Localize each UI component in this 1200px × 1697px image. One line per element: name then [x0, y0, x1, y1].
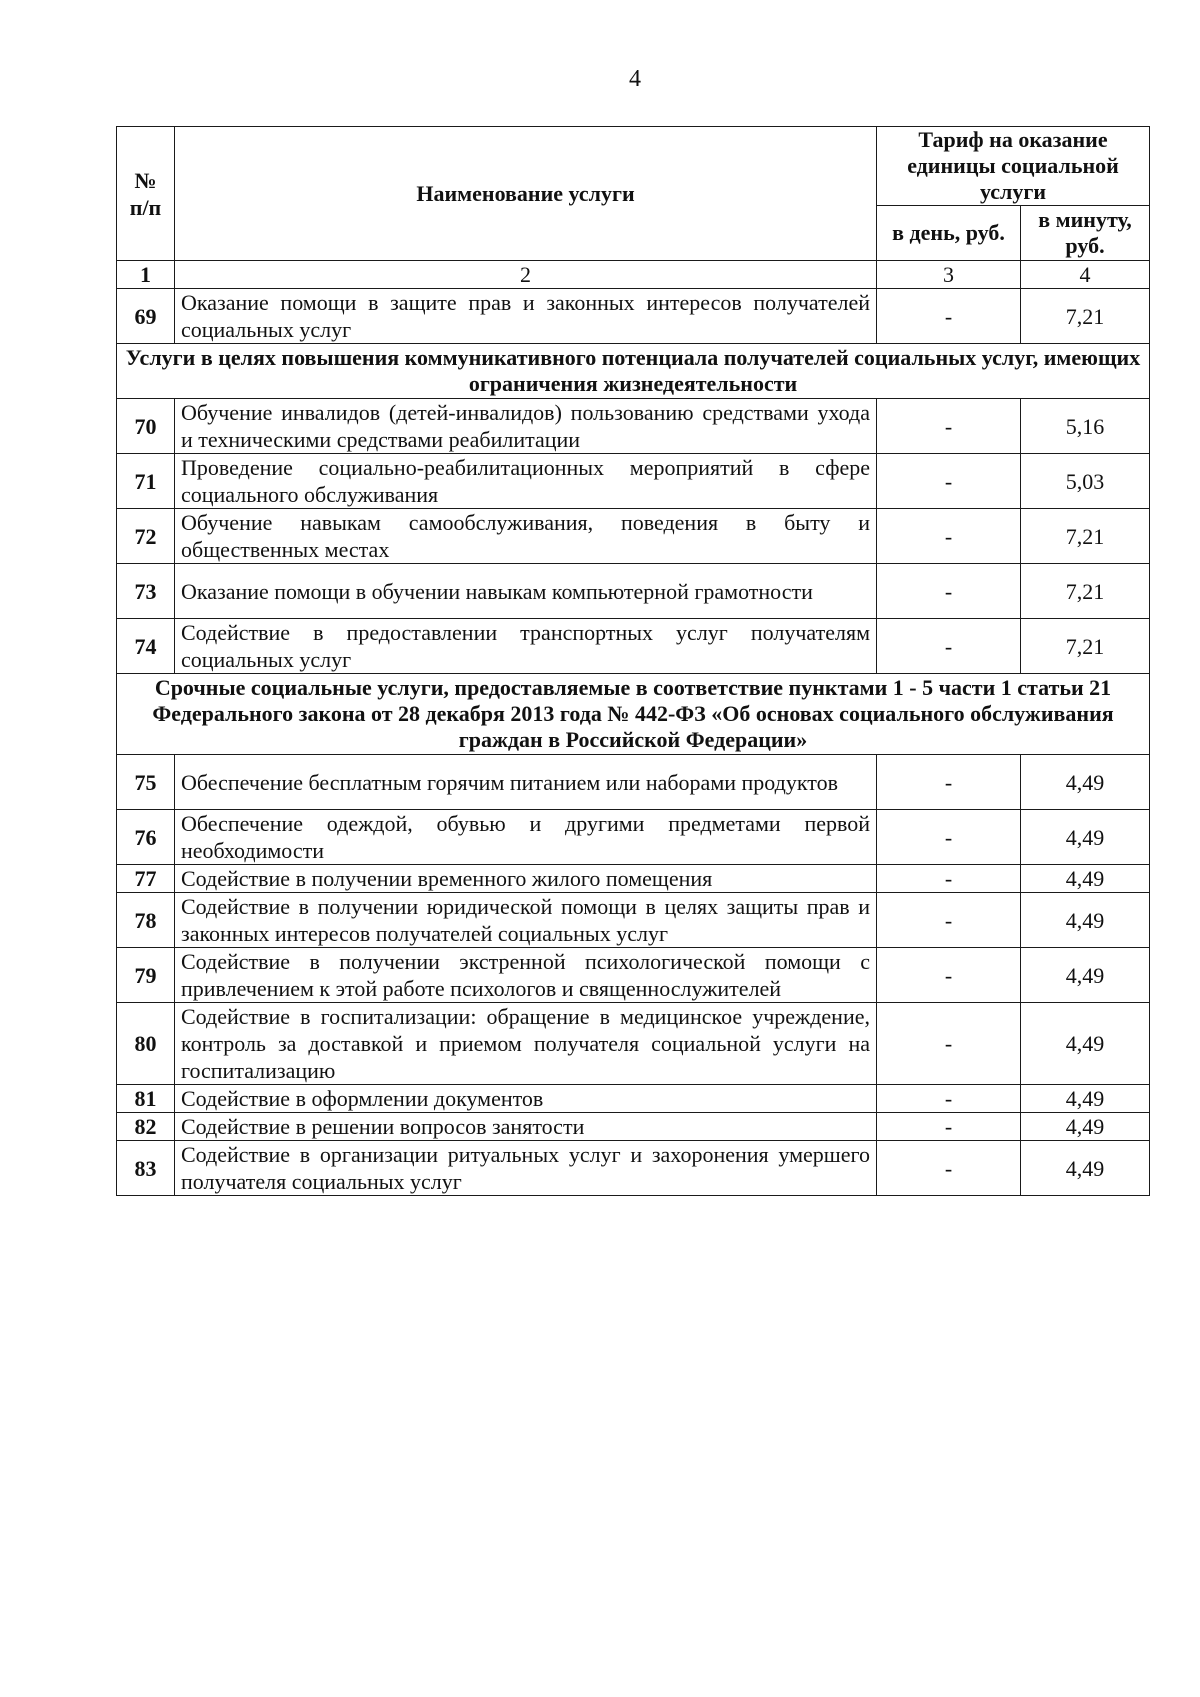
row-number: 80 — [117, 1003, 175, 1085]
column-index-1: 1 — [117, 261, 175, 289]
service-name: Оказание помощи в защите прав и законных интересов получателей социальных услуг — [175, 289, 877, 344]
row-number: 75 — [117, 755, 175, 810]
table-row — [117, 865, 1150, 893]
service-name: Содействие в организации ритуальных услуг и захоронения умершего получателя социальных услуг — [175, 1141, 877, 1196]
tariff-per-minute: 4,49 — [1021, 865, 1150, 893]
section-heading — [117, 674, 1150, 755]
tariff-per-day: - — [877, 289, 1021, 344]
tariff-per-day: - — [877, 564, 1021, 619]
row-number: 77 — [117, 865, 175, 893]
tariff-per-day: - — [877, 865, 1021, 893]
table-row — [117, 948, 1150, 1003]
tariff-per-day: - — [877, 893, 1021, 948]
service-name: Обеспечение бесплатным горячим питанием или наборами продуктов — [175, 755, 877, 810]
service-name: Обучение инвалидов (детей-инвалидов) пользованию средствами ухода и техническими средствами реабилитации — [175, 399, 877, 454]
service-name: Содействие в получении экстренной психологической помощи с привлечением к этой работе психологов и священнослужителей — [175, 948, 877, 1003]
tariff-per-day: - — [877, 755, 1021, 810]
row-number: 81 — [117, 1085, 175, 1113]
row-number: 69 — [117, 289, 175, 344]
column-index-4: 4 — [1021, 261, 1150, 289]
table-row — [117, 1085, 1150, 1113]
tariff-per-minute: 4,49 — [1021, 755, 1150, 810]
tariff-per-day: - — [877, 810, 1021, 865]
table-row — [117, 509, 1150, 564]
section-title-urgent: Срочные социальные услуги, предоставляемые в соответствие пунктами 1 - 5 части 1 статьи 21 Федерального закона от 28 декабря 2013 года № 442-ФЗ «Об основах социального обслуживания граждан в Российской Федерации» — [117, 674, 1150, 755]
tariff-per-minute: 4,49 — [1021, 893, 1150, 948]
tariff-per-minute: 4,49 — [1021, 1113, 1150, 1141]
header-per-minute: в минуту, руб. — [1021, 206, 1150, 261]
table-row — [117, 619, 1150, 674]
table-row — [117, 810, 1150, 865]
tariff-per-day: - — [877, 1085, 1021, 1113]
service-name: Содействие в предоставлении транспортных услуг получателям социальных услуг — [175, 619, 877, 674]
tariff-per-day: - — [877, 1141, 1021, 1196]
row-number: 73 — [117, 564, 175, 619]
row-number: 70 — [117, 399, 175, 454]
tariff-per-minute: 5,03 — [1021, 454, 1150, 509]
row-number: 71 — [117, 454, 175, 509]
page-number: 4 — [629, 66, 641, 92]
column-index-3: 3 — [877, 261, 1021, 289]
tariff-per-day: - — [877, 619, 1021, 674]
table-row — [117, 289, 1150, 344]
row-number: 82 — [117, 1113, 175, 1141]
tariff-per-minute: 7,21 — [1021, 509, 1150, 564]
header-tariff-group: Тариф на оказание единицы социальной услуги — [877, 127, 1150, 206]
tariff-per-minute: 4,49 — [1021, 1085, 1150, 1113]
tariff-per-day: - — [877, 1113, 1021, 1141]
service-name: Содействие в госпитализации: обращение в медицинское учреждение, контроль за доставкой и приемом получателя социальной услуги на госпитализацию — [175, 1003, 877, 1085]
table-row — [117, 755, 1150, 810]
row-number: 72 — [117, 509, 175, 564]
service-name: Содействие в получении временного жилого помещения — [175, 865, 877, 893]
row-number: 74 — [117, 619, 175, 674]
tariff-per-minute: 7,21 — [1021, 564, 1150, 619]
service-name: Проведение социально-реабилитационных мероприятий в сфере социального обслуживания — [175, 454, 877, 509]
tariff-per-day: - — [877, 509, 1021, 564]
table-row — [117, 399, 1150, 454]
row-number: 83 — [117, 1141, 175, 1196]
column-index-2: 2 — [175, 261, 877, 289]
tariff-per-minute: 7,21 — [1021, 289, 1150, 344]
table-row — [117, 1003, 1150, 1085]
service-name: Оказание помощи в обучении навыкам компьютерной грамотности — [175, 564, 877, 619]
section-heading — [117, 344, 1150, 399]
service-name: Содействие в получении юридической помощи в целях защиты прав и законных интересов получателей социальных услуг — [175, 893, 877, 948]
tariff-per-minute: 4,49 — [1021, 948, 1150, 1003]
header-num: № п/п — [117, 127, 175, 261]
tariff-per-minute: 5,16 — [1021, 399, 1150, 454]
table-row — [117, 564, 1150, 619]
tariff-per-minute: 4,49 — [1021, 810, 1150, 865]
table-row — [117, 893, 1150, 948]
tariff-per-day: - — [877, 454, 1021, 509]
tariff-per-minute: 4,49 — [1021, 1141, 1150, 1196]
row-number: 79 — [117, 948, 175, 1003]
header-row-1 — [117, 127, 1150, 206]
tariff-per-day: - — [877, 948, 1021, 1003]
table-row — [117, 454, 1150, 509]
tariff-table — [116, 126, 1150, 1196]
header-per-day: в день, руб. — [877, 206, 1021, 261]
table-row — [117, 1113, 1150, 1141]
row-number: 78 — [117, 893, 175, 948]
section-title-communicative: Услуги в целях повышения коммуникативного потенциала получателей социальных услуг, имеющих ограничения жизнедеятельности — [117, 344, 1150, 399]
table-row — [117, 1141, 1150, 1196]
service-name: Содействие в оформлении документов — [175, 1085, 877, 1113]
tariff-per-minute: 4,49 — [1021, 1003, 1150, 1085]
column-index-row — [117, 261, 1150, 289]
tariff-per-day: - — [877, 399, 1021, 454]
header-name: Наименование услуги — [175, 127, 877, 261]
tariff-per-day: - — [877, 1003, 1021, 1085]
tariff-per-minute: 7,21 — [1021, 619, 1150, 674]
service-name: Обеспечение одеждой, обувью и другими предметами первой необходимости — [175, 810, 877, 865]
service-name: Обучение навыкам самообслуживания, поведения в быту и общественных местах — [175, 509, 877, 564]
row-number: 76 — [117, 810, 175, 865]
service-name: Содействие в решении вопросов занятости — [175, 1113, 877, 1141]
